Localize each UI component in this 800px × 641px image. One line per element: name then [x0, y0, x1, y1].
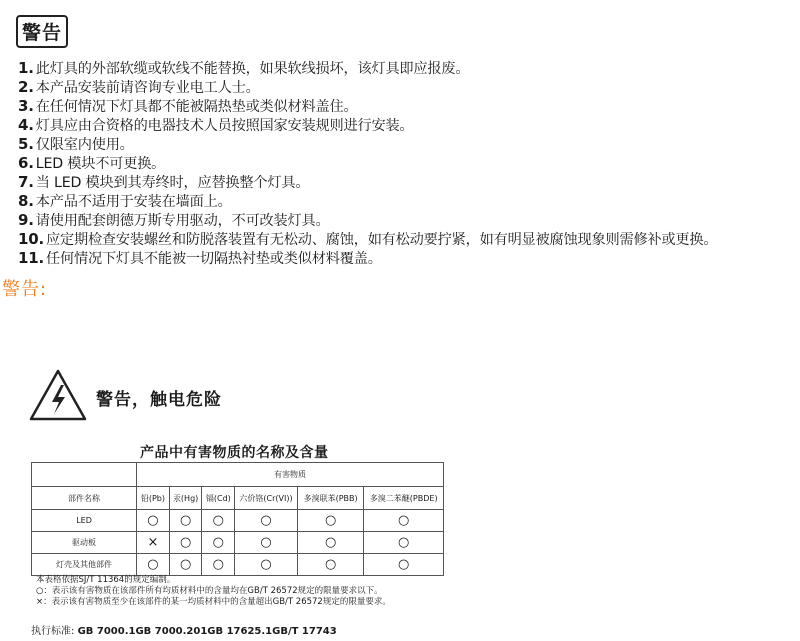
- substance-mark: ○: [169, 510, 202, 532]
- warning-number: 9.: [18, 211, 34, 229]
- electric-shock-warning-icon: [28, 368, 88, 422]
- warning-text: 本产品安装前请咨询专业电工人士。: [35, 80, 260, 96]
- warning-text: 当 LED 模块到其寿终时，应替换整个灯具。: [35, 175, 310, 191]
- warning-text: 仅限室内使用。: [35, 137, 134, 153]
- warning-item: [18, 249, 717, 268]
- substance-mark: ○: [169, 554, 202, 576]
- standard-label: 执行标准:: [31, 626, 75, 637]
- warning-number: 10.: [18, 230, 44, 248]
- substance-header: 铅(Pb): [137, 487, 170, 510]
- warning-number: 7.: [18, 173, 34, 191]
- substance-mark: ○: [235, 510, 298, 532]
- table-header-row: [32, 487, 444, 510]
- hazardous-substances-table: [31, 462, 444, 576]
- substance-mark: ○: [364, 554, 444, 576]
- hazard-table-title: 产品中有害物质的名称及含量: [140, 445, 329, 461]
- table-corner-cell: [32, 463, 137, 487]
- substance-header: 汞(Hg): [169, 487, 202, 510]
- part-name-cell: 灯壳及其他部件: [32, 554, 137, 576]
- warning-number: 6.: [18, 154, 34, 172]
- substance-mark: ○: [137, 554, 170, 576]
- warning-item: [18, 211, 717, 230]
- warning-text: 灯具应由合资格的电器技术人员按照国家安装规则进行安装。: [35, 118, 414, 134]
- table-header-row: [32, 463, 444, 487]
- substance-mark: ○: [169, 532, 202, 554]
- warning-number: 11.: [18, 249, 44, 267]
- substance-mark: ○: [202, 510, 235, 532]
- substance-header: 多溴联苯(PBB): [297, 487, 364, 510]
- warning-item: [18, 173, 717, 192]
- part-name-cell: 驱动板: [32, 532, 137, 554]
- substance-mark: ○: [297, 532, 364, 554]
- warning-number: 3.: [18, 97, 34, 115]
- table-note: ×：表示该有害物质至少在该部件的某一均质材料中的含量超出GB/T 26572规定的限量要求。: [36, 597, 391, 607]
- warning-number: 5.: [18, 135, 34, 153]
- table-note: ○：表示该有害物质在该部件所有均质材料中的含量均在GB/T 26572规定的限量要求以下。: [36, 586, 383, 596]
- substance-mark: ○: [364, 532, 444, 554]
- execution-standard: [31, 622, 337, 637]
- orange-warning-heading: 警告:: [2, 279, 48, 300]
- warning-item: [18, 192, 717, 211]
- substance-header: 多溴二苯醚(PBDE): [364, 487, 444, 510]
- warning-item: [18, 230, 717, 249]
- table-note: 本表格依据SJ/T 11364的规定编制。: [36, 575, 176, 585]
- substance-group-header: 有害物质: [137, 463, 444, 487]
- substance-mark: ○: [364, 510, 444, 532]
- part-name-header: 部件名称: [32, 487, 137, 510]
- warning-number: 2.: [18, 78, 34, 96]
- substance-mark: ○: [137, 510, 170, 532]
- warning-text: 应定期检查安装螺丝和防脱落装置有无松动、腐蚀，如有松动要拧紧，如有明显被腐蚀现象则需修补或更换。: [45, 232, 718, 248]
- substance-mark: ○: [297, 554, 364, 576]
- substance-mark: ○: [235, 554, 298, 576]
- warning-list: [18, 59, 717, 268]
- warning-title: 警告: [21, 22, 62, 44]
- warning-item: [18, 135, 717, 154]
- part-name-cell: LED: [32, 510, 137, 532]
- warning-item: [18, 78, 717, 97]
- substance-mark: ○: [202, 532, 235, 554]
- substance-mark: ○: [202, 554, 235, 576]
- warning-number: 1.: [18, 59, 34, 77]
- warning-item: [18, 154, 717, 173]
- warning-number: 4.: [18, 116, 34, 134]
- warning-text: 任何情况下灯具不能被一切隔热衬垫或类似材料覆盖。: [45, 251, 382, 267]
- warning-text: LED 模块不可更换。: [35, 156, 166, 172]
- substance-mark: ○: [235, 532, 298, 554]
- warning-text: 此灯具的外部软缆或软线不能替换，如果软线损坏，该灯具即应报废。: [35, 61, 470, 77]
- warning-title-box: [16, 15, 68, 48]
- warning-item: [18, 97, 717, 116]
- substance-mark: ○: [297, 510, 364, 532]
- warning-text: 在任何情况下灯具都不能被隔热垫或类似材料盖住。: [35, 99, 358, 115]
- substance-header: 六价铬(Cr(VI)): [235, 487, 298, 510]
- warning-text: 请使用配套朗德万斯专用驱动，不可改装灯具。: [35, 213, 330, 229]
- table-row: [32, 554, 444, 576]
- shock-warning-text: 警告，触电危险: [96, 390, 222, 410]
- table-row: [32, 510, 444, 532]
- table-notes: [36, 575, 391, 608]
- warning-item: [18, 116, 717, 135]
- warning-item: [18, 59, 717, 78]
- warning-number: 8.: [18, 192, 34, 210]
- table-row: [32, 532, 444, 554]
- substance-mark: ×: [137, 532, 170, 554]
- warning-text: 本产品不适用于安装在墙面上。: [35, 194, 232, 210]
- standard-value: GB 7000.1GB 7000.201GB 17625.1GB/T 17743: [77, 626, 337, 637]
- substance-header: 镉(Cd): [202, 487, 235, 510]
